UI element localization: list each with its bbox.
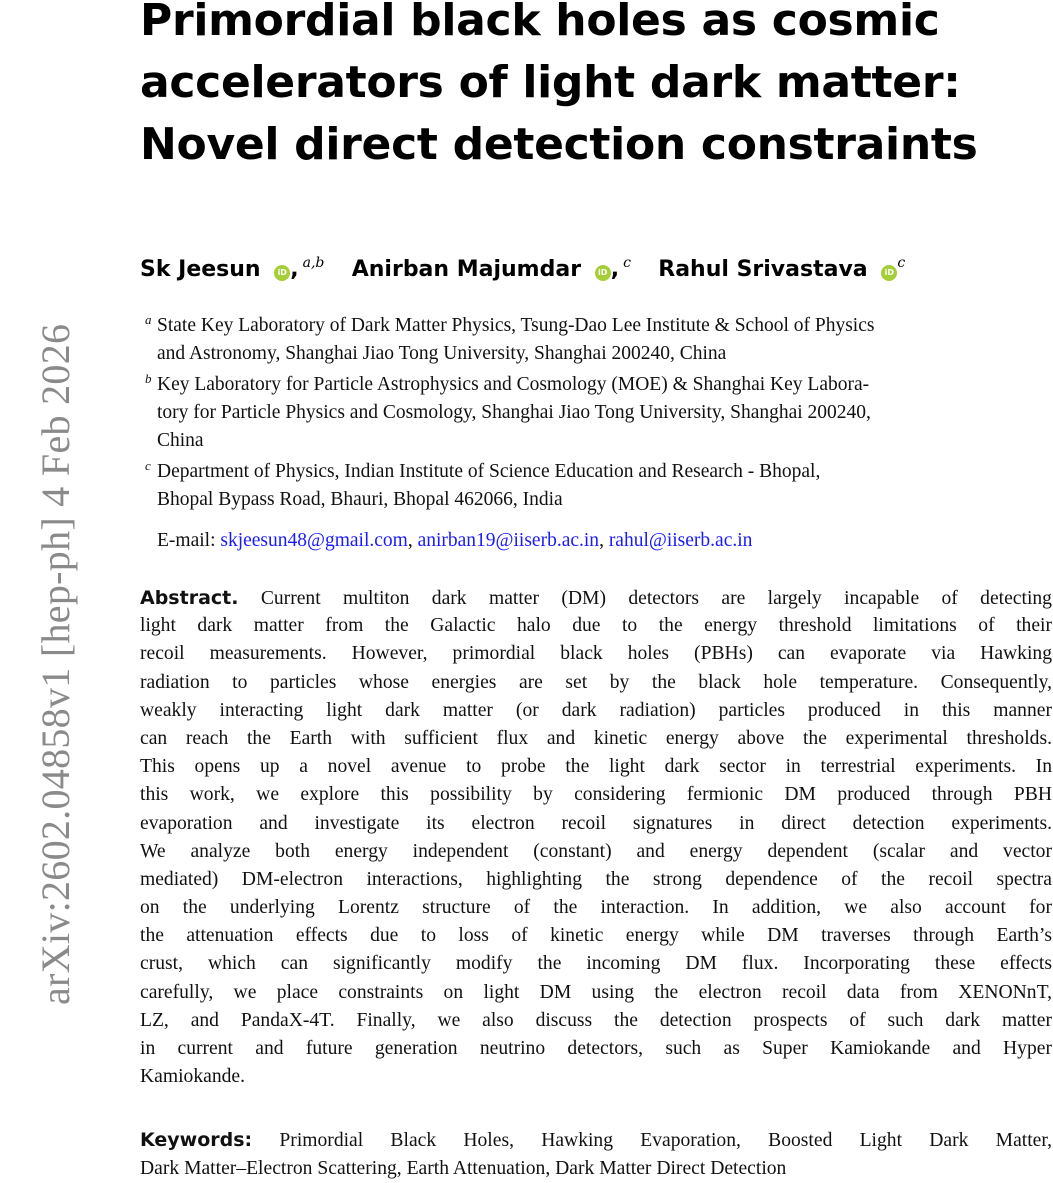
abstract-line: This opens up a novel avenue to probe the light dark sector in terrestrial experiments. In: [140, 756, 1052, 778]
abstract-line: Kamiokande.: [140, 1066, 246, 1088]
keywords-heading: Keywords:: [140, 1129, 253, 1151]
abstract-line: [140, 584, 1052, 612]
abstract-line: on the underlying Lorentz structure of the interaction. In addition, we also account for: [140, 897, 1052, 919]
email-link[interactable]: anirban19@iiserb.ac.in: [417, 530, 600, 551]
abstract-line: radiation to particles whose energies are set by the black hole temperature. Consequently,: [140, 671, 1052, 693]
keywords: [140, 1126, 1052, 1183]
abstract-line: mediated) DM-electron interactions, highlighting the strong dependence of the recoil spectra: [140, 868, 1052, 890]
abstract-line: this work, we explore this possibility by considering fermionic DM produced through PBH: [140, 784, 1052, 806]
affiliation-line: tory for Particle Physics and Cosmology, Shanghai Jiao Tong University, Shanghai 200240,: [157, 402, 871, 423]
affiliation-line: Key Laboratory for Particle Astrophysics and Cosmology (MOE) & Shanghai Key Labora-: [157, 374, 870, 395]
abstract-line: weakly interacting light dark matter (or dark radiation) particles produced in this manner: [140, 699, 1052, 721]
keywords-text: Primordial Black Holes, Hawking Evaporation, Boosted Light Dark Matter,: [279, 1130, 1052, 1151]
title-line: Novel direct detection constraints: [140, 119, 978, 170]
abstract-line: crust, which can significantly modify the incoming DM flux. Incorporating these effects: [140, 953, 1052, 975]
author-affiliation-mark: c: [897, 255, 906, 271]
title-line: Primordial black holes as cosmic: [140, 0, 940, 46]
affiliation-line: China: [157, 430, 204, 451]
author-list: Sk Jeesun iD , $^{a,b}$ Anirban Majumdar iD , $^c$ Rahul Srivastava $iD^c$: [140, 255, 906, 282]
email-link[interactable]: skjeesun48@gmail.com: [220, 530, 408, 551]
keywords-line: [140, 1126, 1052, 1155]
author-name: Anirban Majumdar: [351, 257, 582, 282]
affiliation-list: [145, 312, 1053, 517]
author-affiliation-mark: a,b: [302, 255, 325, 271]
abstract-line: carefully, we place constraints on light DM using the electron recoil data from XENONnT,: [140, 981, 1052, 1003]
paper-title: [140, 0, 1040, 176]
affiliation-line: and Astronomy, Shanghai Jiao Tong University, Shanghai 200240, China: [157, 343, 727, 364]
abstract-line: the attenuation effects due to loss of kinetic energy while DM traverses through Earth’s: [140, 925, 1052, 947]
abstract-heading: Abstract.: [140, 587, 239, 609]
affiliation: [145, 458, 1053, 514]
abstract-line: can reach the Earth with sufficient flux and kinetic energy above the experimental thresholds.: [140, 727, 1052, 749]
abstract-line: light dark matter from the Galactic halo due to the energy threshold limitations of their: [140, 615, 1052, 637]
affiliation-line: State Key Laboratory of Dark Matter Physics, Tsung-Dao Lee Institute & School of Physics: [157, 315, 875, 336]
affiliation-mark: c: [145, 458, 151, 473]
affiliation: [145, 312, 1053, 368]
orcid-icon[interactable]: iD: [595, 265, 611, 281]
abstract-line: recoil measurements. However, primordial black holes (PBHs) can evaporate via Hawking: [140, 643, 1052, 665]
affiliation-line: Bhopal Bypass Road, Bhauri, Bhopal 462066, India: [157, 489, 563, 510]
keywords-line: Dark Matter–Electron Scattering, Earth Attenuation, Dark Matter Direct Detection: [140, 1158, 787, 1179]
orcid-icon[interactable]: iD: [881, 265, 897, 281]
abstract-text: Current multiton dark matter (DM) detectors are largely incapable of detecting: [260, 588, 1052, 609]
abstract-line: LZ, and PandaX-4T. Finally, we also discuss the detection prospects of such dark matter: [140, 1009, 1052, 1031]
affiliation-mark: a: [145, 312, 152, 327]
orcid-icon[interactable]: iD: [274, 265, 290, 281]
email-label: E-mail:: [157, 530, 216, 551]
affiliation-mark: b: [145, 371, 152, 386]
author-name: Sk Jeesun: [140, 257, 261, 282]
affiliation-line: Department of Physics, Indian Institute of Science Education and Research - Bhopal,: [157, 461, 821, 482]
abstract-line: We analyze both energy independent (constant) and energy dependent (scalar and vector: [140, 840, 1052, 862]
author-name: Rahul Srivastava: [658, 257, 868, 282]
abstract-line: evaporation and investigate its electron recoil signatures in direct detection experiments.: [140, 812, 1052, 834]
title-line: accelerators of light dark matter:: [140, 57, 961, 108]
affiliation: [145, 371, 1053, 455]
arxiv-identifier: arXiv:2602.04858v1 [hep-ph] 4 Feb 2026: [33, 323, 78, 1005]
email-link[interactable]: rahul@iiserb.ac.in: [608, 530, 753, 551]
abstract-line: in current and future generation neutrino detectors, such as Super Kamiokande and Hyper: [140, 1038, 1052, 1059]
abstract: [140, 584, 1052, 1091]
email-line: E-mail: skjeesun48@gmail.com, anirban19@iiserb.ac.in, rahul@iiserb.ac.in: [157, 530, 753, 551]
author-affiliation-mark: c: [623, 255, 631, 271]
